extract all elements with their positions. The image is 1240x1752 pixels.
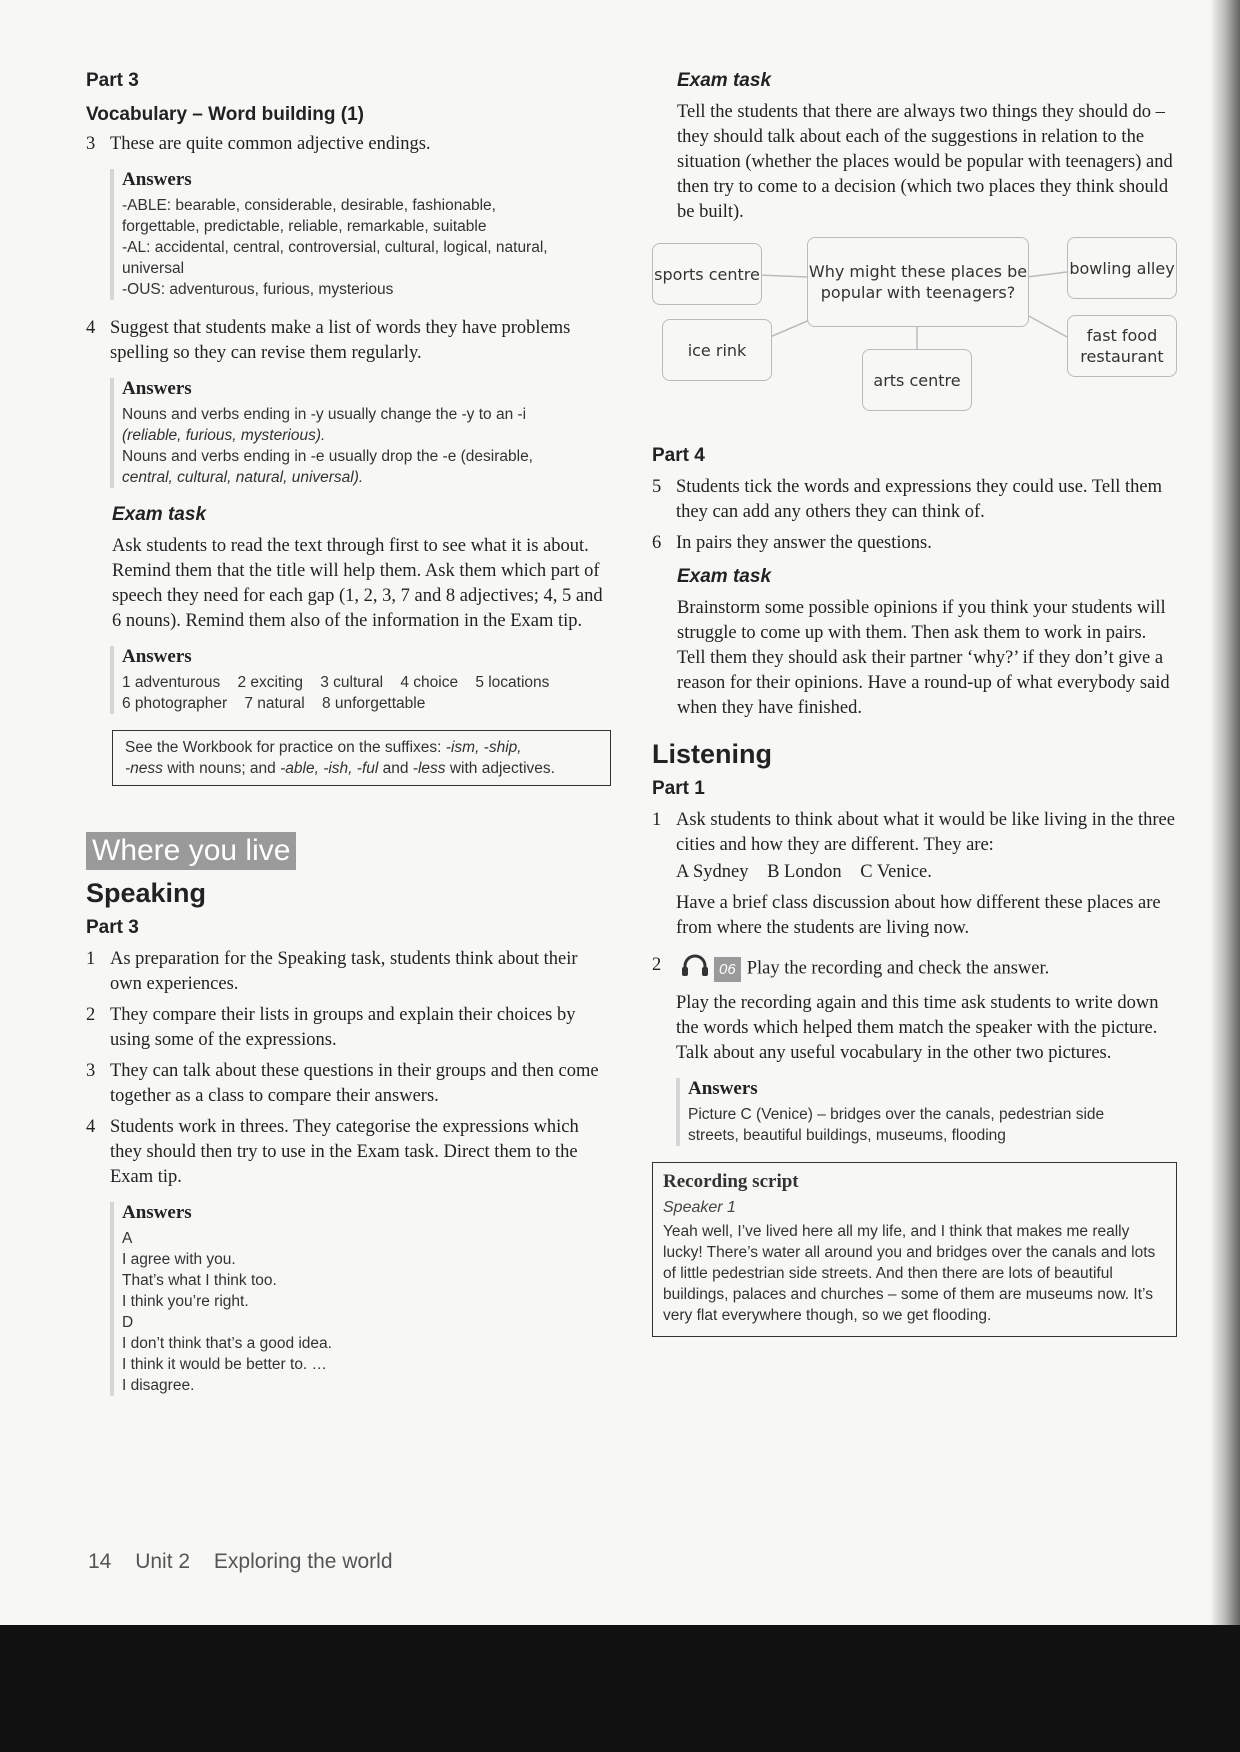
- speaking-item-3: [86, 1059, 611, 1109]
- item-number: 3: [86, 1061, 96, 1081]
- answer-line: forgettable, predictable, reliable, remarkable, suitable: [122, 218, 487, 235]
- recording-script-text: Yeah well, I’ve lived here all my life, and I think that makes me really lucky! There’s water all around you and bridges over the canals and lots of little pedestrian side streets. And then there are lots of beautiful buildings, palaces and churches – some of them are museums now. It’s very flat everywhere though, so we get flooding.: [663, 1223, 1156, 1324]
- exam-task-heading: Exam task: [112, 504, 207, 525]
- item-text: [676, 808, 1177, 885]
- answer-line: streets, beautiful buildings, museums, flooding: [688, 1127, 1006, 1144]
- page-number: 14: [88, 1550, 112, 1573]
- part3-heading: Part 3: [86, 70, 139, 91]
- listening-item-1-para: Have a brief class discussion about how different these places are from where the students are living now.: [676, 893, 1161, 938]
- speaking-item-1: [86, 947, 611, 997]
- note-suffix: -ism, -ship,: [445, 739, 522, 756]
- item-3: [86, 132, 611, 157]
- answer-line: central, cultural, natural, universal).: [122, 469, 364, 486]
- vocabulary-heading: Vocabulary – Word building (1): [86, 104, 364, 125]
- item-number: 1: [652, 810, 662, 830]
- answer-item: 5 locations: [475, 674, 550, 691]
- item-text: [676, 953, 1177, 985]
- exam-task-heading: Exam task: [677, 70, 772, 91]
- city-option: B London: [767, 862, 842, 882]
- diagram-center-node: Why might these places be popular with teenagers?: [807, 237, 1029, 327]
- answer-line: I think you’re right.: [122, 1293, 249, 1310]
- right-column: [652, 70, 1177, 1337]
- item-number: 1: [86, 949, 96, 969]
- item-number: 2: [86, 1005, 96, 1025]
- listening-item-2: [652, 953, 1177, 985]
- answers-title: Answers: [122, 169, 192, 190]
- answer-row: [122, 693, 611, 714]
- note-text: and: [378, 760, 413, 777]
- exam-task-text: Tell the students that there are always two things they should do – they should talk about each of the suggestions in relation to the situation (whether the places would be popular with teenagers) and then try to come to a decision (which two places they think should be built).: [677, 102, 1173, 222]
- answer-line: A: [122, 1230, 133, 1247]
- page-footer: [88, 1550, 411, 1574]
- diagram-node-arts-centre: arts centre: [862, 349, 972, 411]
- answer-line: I agree with you.: [122, 1251, 236, 1268]
- answers-box-venice: [676, 1078, 1177, 1146]
- item-text-main: Play the recording and check the answer.: [746, 958, 1050, 979]
- answers-box-adjective-endings: [110, 169, 611, 300]
- item-number: 4: [86, 318, 96, 338]
- part4-heading: Part 4: [652, 445, 705, 466]
- item-text-main: Ask students to think about what it would be like living in the three cities and how they are different. They are:: [676, 810, 1175, 855]
- unit-title: Exploring the world: [213, 1550, 393, 1573]
- note-text: with adjectives.: [445, 760, 555, 777]
- track-number-badge: 06: [714, 957, 741, 982]
- headphones-icon: [680, 953, 710, 985]
- answer-line: Nouns and verbs ending in -e usually drop the -e (desirable,: [122, 448, 533, 465]
- listening-item-1: [652, 808, 1177, 885]
- speaking-part-heading: Part 3: [86, 917, 139, 938]
- answer-line: (reliable, furious, mysterious).: [122, 427, 326, 444]
- recording-script-title: Recording script: [663, 1171, 799, 1192]
- answers-title: Answers: [122, 378, 192, 399]
- answer-line: I think it would be better to. …: [122, 1356, 328, 1373]
- item-number: 6: [652, 533, 662, 553]
- item-number: 4: [86, 1117, 96, 1137]
- answer-line: Nouns and verbs ending in -y usually change the -y to an -i: [122, 406, 527, 423]
- answers-title: Answers: [122, 646, 192, 667]
- speaking-item-4: [86, 1115, 611, 1190]
- answer-line: -OUS: adventurous, furious, mysterious: [122, 281, 394, 298]
- exam-task-heading: Exam task: [677, 566, 772, 587]
- item-text: As preparation for the Speaking task, students think about their own experiences.: [110, 949, 578, 994]
- diagram-node-ice-rink: ice rink: [662, 319, 772, 381]
- answer-item: 3 cultural: [320, 674, 384, 691]
- mind-map-diagram: [652, 237, 1182, 427]
- answer-line: I don’t think that’s a good idea.: [122, 1335, 332, 1352]
- listening-part-heading: Part 1: [652, 778, 705, 799]
- diagram-node-fast-food-restaurant: fast food restaurant: [1067, 315, 1177, 377]
- item-4: [86, 316, 611, 366]
- item-number: 5: [652, 477, 662, 497]
- note-suffix: -able, -ish, -ful: [280, 760, 379, 777]
- exam-task-text: Brainstorm some possible opinions if you think your students will struggle to come up with them. Then ask them to work in pairs. Tell them they should ask their partner ‘why?’ if they don’t give a reason for their opinions. Have a round-up of what everybody said when they have finished.: [677, 598, 1170, 718]
- answers-box-spelling: [110, 378, 611, 488]
- answer-row: [122, 672, 611, 693]
- answer-item: 7 natural: [244, 695, 305, 712]
- answer-item: 1 adventurous: [122, 674, 221, 691]
- answers-box-expressions: [110, 1202, 611, 1396]
- answer-line: D: [122, 1314, 134, 1331]
- answer-line: -AL: accidental, central, controversial, cultural, logical, natural,: [122, 239, 548, 256]
- item-5: [652, 475, 1177, 525]
- city-option: A Sydney: [676, 862, 749, 882]
- recording-script-box: [652, 1162, 1177, 1337]
- item-6: [652, 531, 1177, 556]
- page-edge-shadow: [1210, 0, 1240, 1625]
- speaker-label: Speaker 1: [663, 1199, 736, 1216]
- workbook-note: [112, 730, 611, 786]
- answer-line: I disagree.: [122, 1377, 195, 1394]
- note-text: See the Workbook for practice on the suffixes:: [125, 739, 446, 756]
- speaking-item-2: [86, 1003, 611, 1053]
- diagram-node-bowling-alley: bowling alley: [1067, 237, 1177, 299]
- exam-task-text: Ask students to read the text through first to see what it is about. Remind them that the title will help them. Ask them which part of speech they need for each gap (1, 2, 3, 7 and 8 adjectives; 4, 5 and 6 nouns). Remind them also of the information in the Exam tip.: [112, 536, 603, 631]
- answer-line: universal: [122, 260, 185, 277]
- item-text: These are quite common adjective endings.: [110, 134, 431, 154]
- city-option: C Venice.: [860, 862, 932, 882]
- answers-box-gaps: [110, 646, 611, 714]
- answer-item: 6 photographer: [122, 695, 228, 712]
- item-text: Students work in threes. They categorise the expressions which they should then try to use in the Exam task. Direct them to the Exam tip.: [110, 1117, 579, 1187]
- answer-item: 8 unforgettable: [321, 695, 426, 712]
- answer-line: That’s what I think too.: [122, 1272, 277, 1289]
- answer-line: Picture C (Venice) – bridges over the canals, pedestrian side: [688, 1106, 1105, 1123]
- item-number: 3: [86, 134, 96, 154]
- item-text: Students tick the words and expressions they could use. Tell them they can add any others they can think of.: [676, 477, 1162, 522]
- item-text: They compare their lists in groups and explain their choices by using some of the expressions.: [110, 1005, 576, 1050]
- item-text: Suggest that students make a list of words they have problems spelling so they can revise them regularly.: [110, 318, 571, 363]
- listening-item-2-para: Play the recording again and this time ask students to write down the words which helped them match the speaker with the picture. Talk about any useful vocabulary in the other two pictures.: [676, 993, 1159, 1063]
- answer-item: 4 choice: [400, 674, 459, 691]
- answer-item: 2 exciting: [237, 674, 303, 691]
- answers-title: Answers: [688, 1078, 758, 1099]
- listening-heading: Listening: [652, 739, 772, 769]
- note-suffix: -ness: [125, 760, 163, 777]
- item-text: They can talk about these questions in their groups and then come together as a class to compare their answers.: [110, 1061, 599, 1106]
- speaking-heading: Speaking: [86, 878, 207, 908]
- answer-line: -ABLE: bearable, considerable, desirable, fashionable,: [122, 197, 496, 214]
- item-text: In pairs they answer the questions.: [676, 533, 932, 553]
- diagram-node-sports-centre: sports centre: [652, 243, 762, 305]
- note-suffix: -less: [412, 760, 446, 777]
- answers-title: Answers: [122, 1202, 192, 1223]
- item-number: 2: [652, 955, 662, 975]
- section-banner: Where you live: [86, 832, 296, 870]
- note-text: with nouns; and: [162, 760, 281, 777]
- left-column: [86, 70, 611, 1412]
- city-list: [676, 860, 1177, 885]
- unit-label: Unit 2: [135, 1550, 191, 1573]
